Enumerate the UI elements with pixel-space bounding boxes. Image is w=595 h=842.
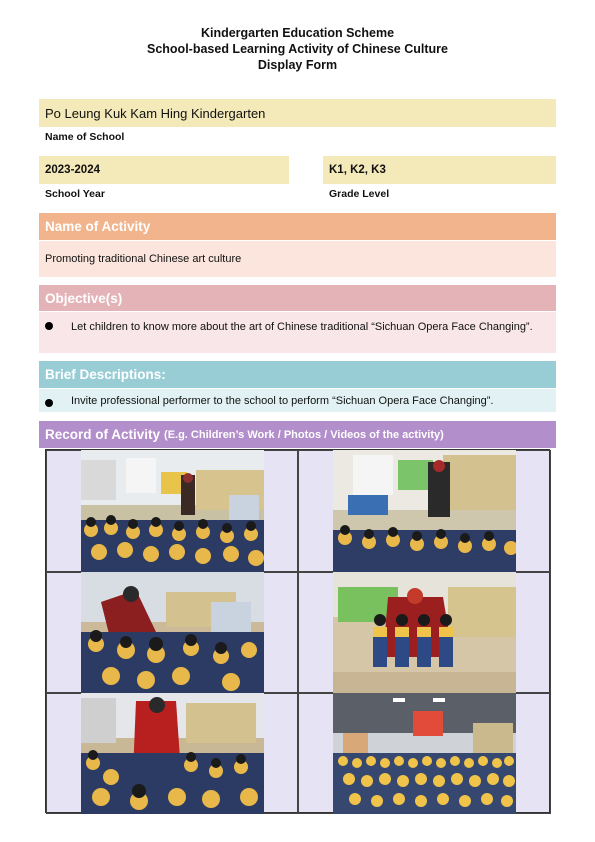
photo-group-hall [333,693,516,814]
photo-performer-walking-among-children [81,693,264,814]
bullet-icon [45,322,53,330]
form-title-line-3: Display Form [257,58,338,72]
descriptions-section-header: Brief Descriptions: [39,361,556,388]
objective-text: Let children to know more about the art of Chinese traditional “Sichuan Opera Face Changing”. [71,321,533,333]
activity-section-header: Name of Activity [39,213,556,240]
school-name-field: Po Leung Kuk Kam Hing Kindergarten [39,99,556,127]
record-note: (E.g. Children’s Work / Photos / Videos of the activity) [164,428,444,441]
record-section-header [39,421,556,448]
school-year-label: School Year [45,188,105,200]
school-name-label: Name of School [45,131,125,143]
form-title-line-2: School-based Learning Activity of Chinese Culture [147,42,448,56]
photo-performer-closeup-children [81,572,264,693]
grade-level-label: Grade Level [329,188,390,200]
photo-performer-classroom-wide [333,450,516,572]
form-title-line-1: Kindergarten Education Scheme [200,26,395,40]
objective-section-header: Objective(s) [39,285,556,311]
activity-name-text: Promoting traditional Chinese art culture [39,241,556,277]
photo-grid [45,449,550,813]
bullet-icon [45,399,53,407]
objective-item [39,318,550,337]
photo-performer-with-four-students [333,572,516,693]
photo-performer-with-seated-children-1 [81,450,264,572]
description-item [39,395,550,407]
descriptions-list [39,389,556,412]
grade-level-field: K1, K2, K3 [323,156,556,184]
record-heading: Record of Activity [45,427,161,442]
description-text: Invite professional performer to the school to perform “Sichuan Opera Face Changing”. [71,395,494,407]
objective-list [39,312,556,353]
school-year-field: 2023-2024 [39,156,289,184]
